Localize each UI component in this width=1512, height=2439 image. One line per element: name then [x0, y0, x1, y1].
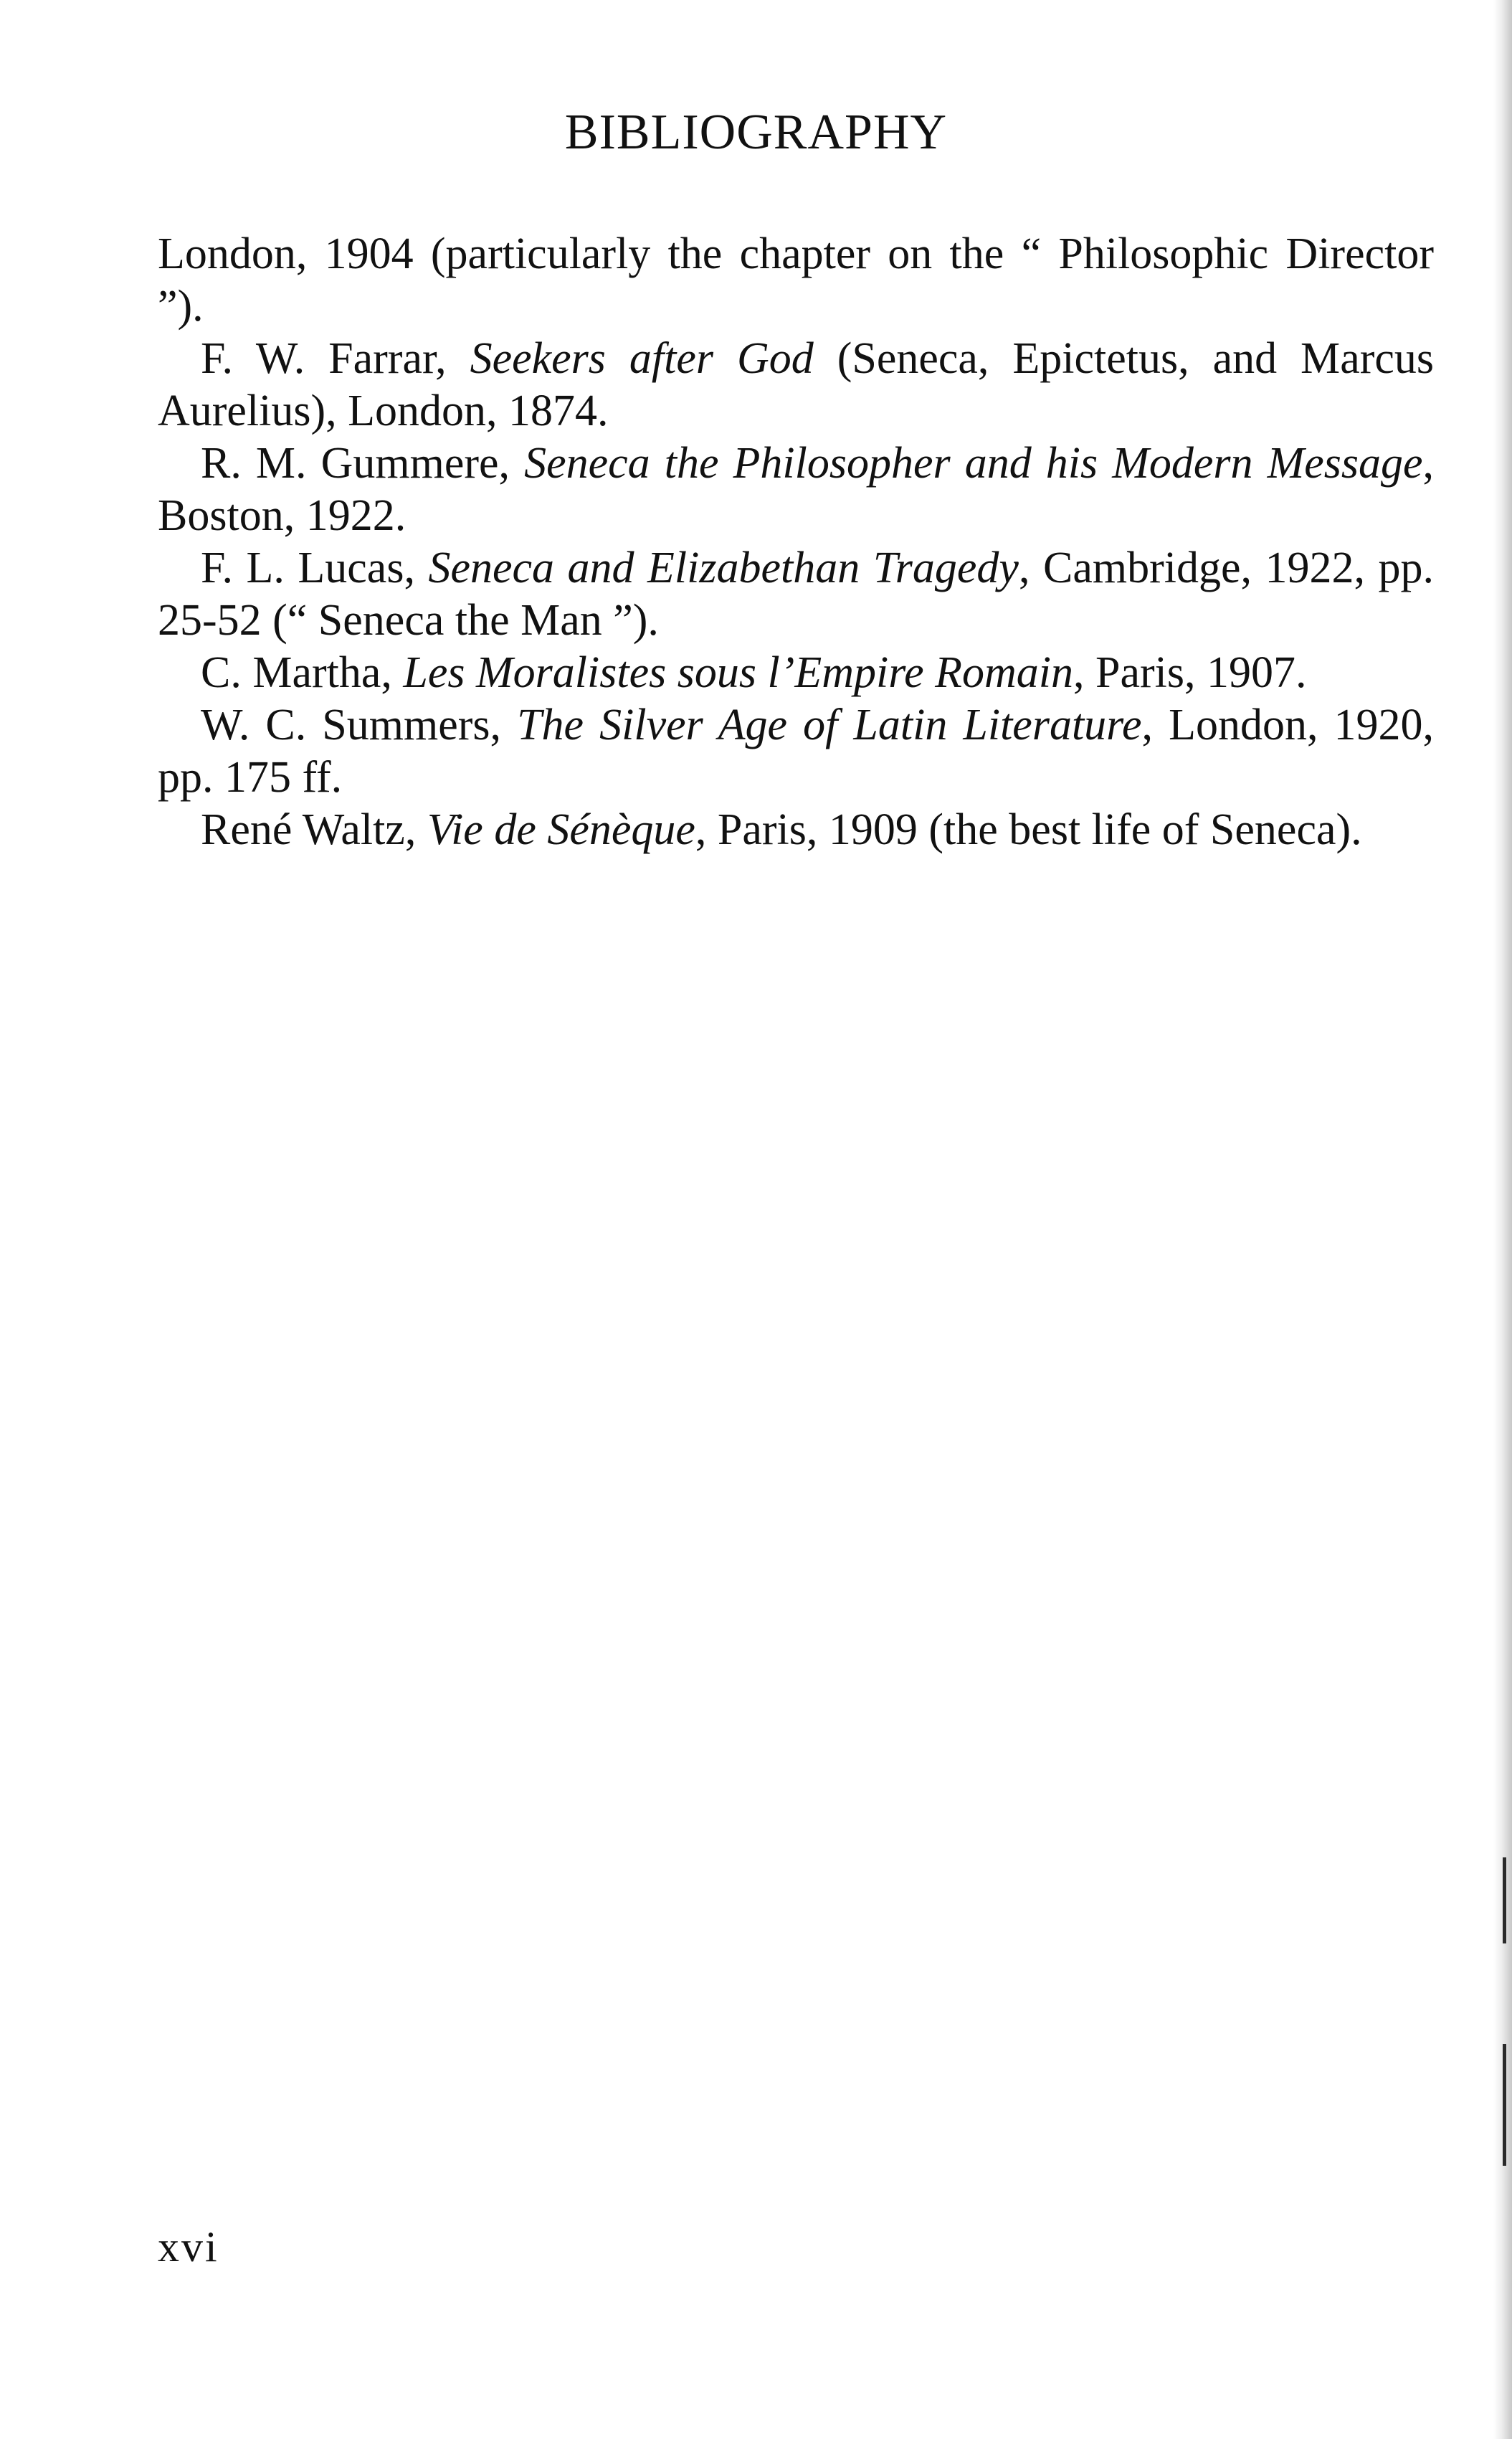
page-edge-mark — [1503, 1857, 1506, 1943]
entry-details: , Paris, 1909 (the best life of Seneca). — [695, 805, 1362, 854]
entry-author: René Waltz, — [201, 805, 427, 854]
entry-text: London, 1904 (particularly the chapter on the “ Philosophic Director ”). — [158, 229, 1434, 331]
bibliography-entry — [158, 647, 1434, 699]
entry-details: , London, 1920, pp. 175 ff. — [158, 701, 1434, 802]
bibliography-entry — [158, 804, 1434, 856]
entry-title: Seneca the Philosopher and his Modern Message — [524, 439, 1423, 488]
entry-author: W. C. Summers, — [201, 701, 518, 749]
entry-details: (Seneca, Epictetus, and Marcus Aurelius), London, 1874. — [158, 334, 1434, 435]
entry-author: F. W. Farrar, — [201, 334, 470, 383]
entry-details: , Cambridge, 1922, pp. 25-52 (“ Seneca the Man ”). — [158, 544, 1434, 645]
bibliography-entry — [158, 437, 1434, 542]
entry-title: Seneca and Elizabethan Tragedy — [428, 544, 1019, 592]
page-edge-mark — [1503, 2044, 1506, 2166]
entry-title: Les Moralistes sous l’Empire Romain — [403, 648, 1073, 697]
entry-title: Seekers after God — [470, 334, 814, 383]
entry-title: Vie de Sénèque — [427, 805, 695, 854]
page-number: xvi — [158, 2223, 219, 2270]
running-header: BIBLIOGRAPHY — [564, 105, 948, 160]
bibliography-entry — [158, 542, 1434, 647]
entry-author: F. L. Lucas, — [201, 544, 429, 592]
bibliography-entry — [158, 333, 1434, 437]
entry-title: The Silver Age of Latin Literature — [517, 701, 1142, 749]
entry-author: C. Martha, — [201, 648, 404, 697]
entry-details: , Paris, 1907. — [1073, 648, 1307, 697]
entry-author: R. M. Gummere, — [201, 439, 525, 488]
bibliography-list — [158, 228, 1434, 856]
bibliography-entry — [158, 699, 1434, 804]
entry-details: , Boston, 1922. — [158, 439, 1435, 540]
bibliography-entry — [158, 228, 1434, 333]
